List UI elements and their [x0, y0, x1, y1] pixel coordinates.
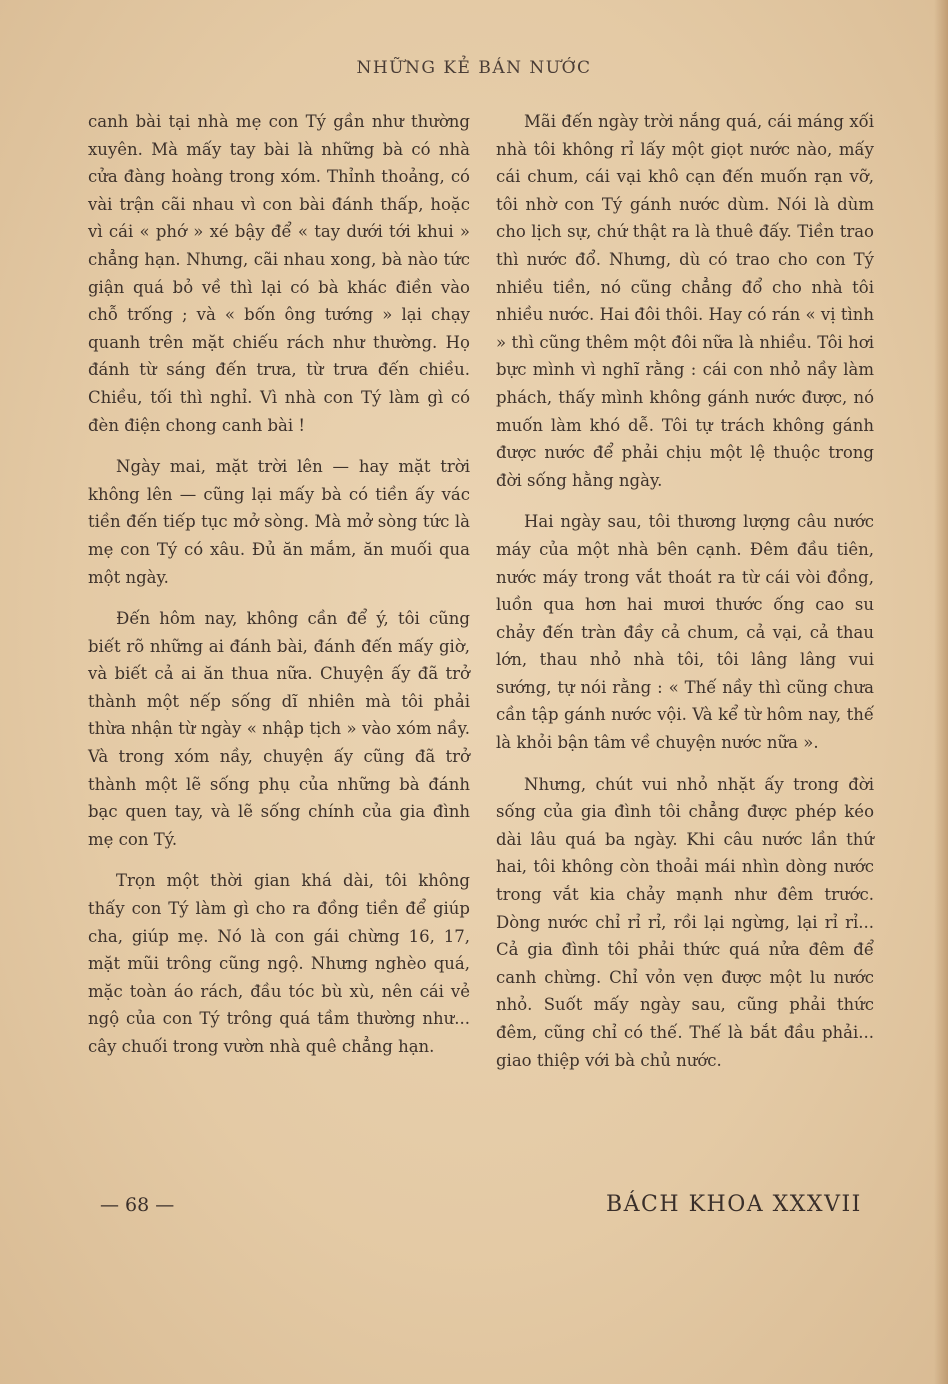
- right-column: [496, 108, 874, 1088]
- page-number: — 68 —: [100, 1194, 175, 1216]
- running-header: NHỮNG KẺ BÁN NƯỚC: [356, 58, 592, 78]
- left-column: [88, 108, 470, 1075]
- paragraph: Ngày mai, mặt trời lên — hay mặt trời không lên — cũng lại mấy bà có tiền ấy vác tiền đến tiếp tục mở sòng. Mà mở sòng tức là mẹ con Tý có xâu. Đủ ăn mắm, ăn muối qua một ngày.: [88, 457, 470, 587]
- paragraph: Đến hôm nay, không cần để ý, tôi cũng biết rõ những ai đánh bài, đánh đến mấy giờ, và biết cả ai ăn thua nữa. Chuyện ấy đã trở thành một nếp sống dĩ nhiên mà tôi phải thừa nhận từ ngày « nhập tịch » vào xóm nầy. Và trong xóm nầy, chuyện ấy cũng đã trở thành một lẽ sống phụ của những bà đánh bạc quen tay, và lẽ sống chính của gia đình mẹ con Tý.: [88, 609, 470, 849]
- magazine-title: BÁCH KHOA XXXVII: [606, 1192, 862, 1217]
- paragraph: Mãi đến ngày trời nắng quá, cái máng xối nhà tôi không rỉ lấy một giọt nước nào, mấy cái chum, cái vại khô cạn đến muốn rạn vỡ, tôi nhờ con Tý gánh nước dùm. Nói là dùm cho lịch sự, chứ thật ra là thuê đấy. Tiền trao thì nước đổ. Nhưng, dù có trao cho con Tý nhiều tiền, nó cũng chẳng đổ cho nhà tôi nhiều nước. Hai đôi thôi. Hay có rán « vị tình » thì cũng thêm một đôi nữa là nhiều. Tôi hơi bực mình vì nghĩ rằng : cái con nhỏ nầy làm phách, thấy mình không gánh nước được, nó muốn làm khó dễ. Tôi tự trách không gánh được nước để phải chịu một lệ thuộc trong đời sống hằng ngày.: [496, 112, 874, 490]
- paragraph: Nhưng, chút vui nhỏ nhặt ấy trong đời sống của gia đình tôi chẳng được phép kéo dài lâu quá ba ngày. Khi câu nước lần thứ hai, tôi không còn thoải mái nhìn dòng nước trong vắt kia chảy mạnh như đêm trước. Dòng nước chỉ rỉ rỉ, rồi lại ngừng, lại rỉ rỉ... Cả gia đình tôi phải thức quá nửa đêm để canh chừng. Chỉ vỏn vẹn được một lu nước nhỏ. Suốt mấy ngày sau, cũng phải thức đêm, cũng chỉ có thế. Thế là bắt đầu phải... giao thiệp với bà chủ nước.: [496, 774, 874, 1070]
- paragraph: canh bài tại nhà mẹ con Tý gần như thường xuyên. Mà mấy tay bài là những bà có nhà cửa đàng hoàng trong xóm. Thỉnh thoảng, có vài trận cãi nhau vì con bài đánh thấp, hoặc vì cái « phớ » xé bậy để « tay dưới tới khui » chẳng hạn. Nhưng, cãi nhau xong, bà nào tức giận quá bỏ về thì lại có bà khác điền vào chỗ trống ; và « bốn ông tướng » lại chạy quanh trên mặt chiếu rách như thường. Họ đánh từ sáng đến trưa, từ trưa đến chiều. Chiều, tối thì nghỉ. Vì nhà con Tý làm gì có đèn điện chong canh bài !: [88, 112, 470, 435]
- page-edge: [934, 0, 948, 1384]
- paragraph: Trọn một thời gian khá dài, tôi không thấy con Tý làm gì cho ra đồng tiền để giúp cha, giúp mẹ. Nó là con gái chừng 16, 17, mặt mũi trông cũng ngộ. Nhưng nghèo quá, mặc toàn áo rách, đầu tóc bù xù, nên cái vẻ ngộ của con Tý trông quá tầm thường như... cây chuối trong vườn nhà quê chẳng hạn.: [88, 871, 470, 1056]
- paragraph: Hai ngày sau, tôi thương lượng câu nước máy của một nhà bên cạnh. Đêm đầu tiên, nước máy trong vắt thoát ra từ cái vòi đồng, luồn qua hơn hai mươi thước ống cao su chảy đến tràn đầy cả chum, cả vại, cả thau lớn, thau nhỏ nhà tôi, tôi lâng lâng vui sướng, tự nói rằng : « Thế nầy thì cũng chưa cần tập gánh nước vội. Và kể từ hôm nay, thế là khỏi bận tâm về chuyện nước nữa ».: [496, 512, 874, 753]
